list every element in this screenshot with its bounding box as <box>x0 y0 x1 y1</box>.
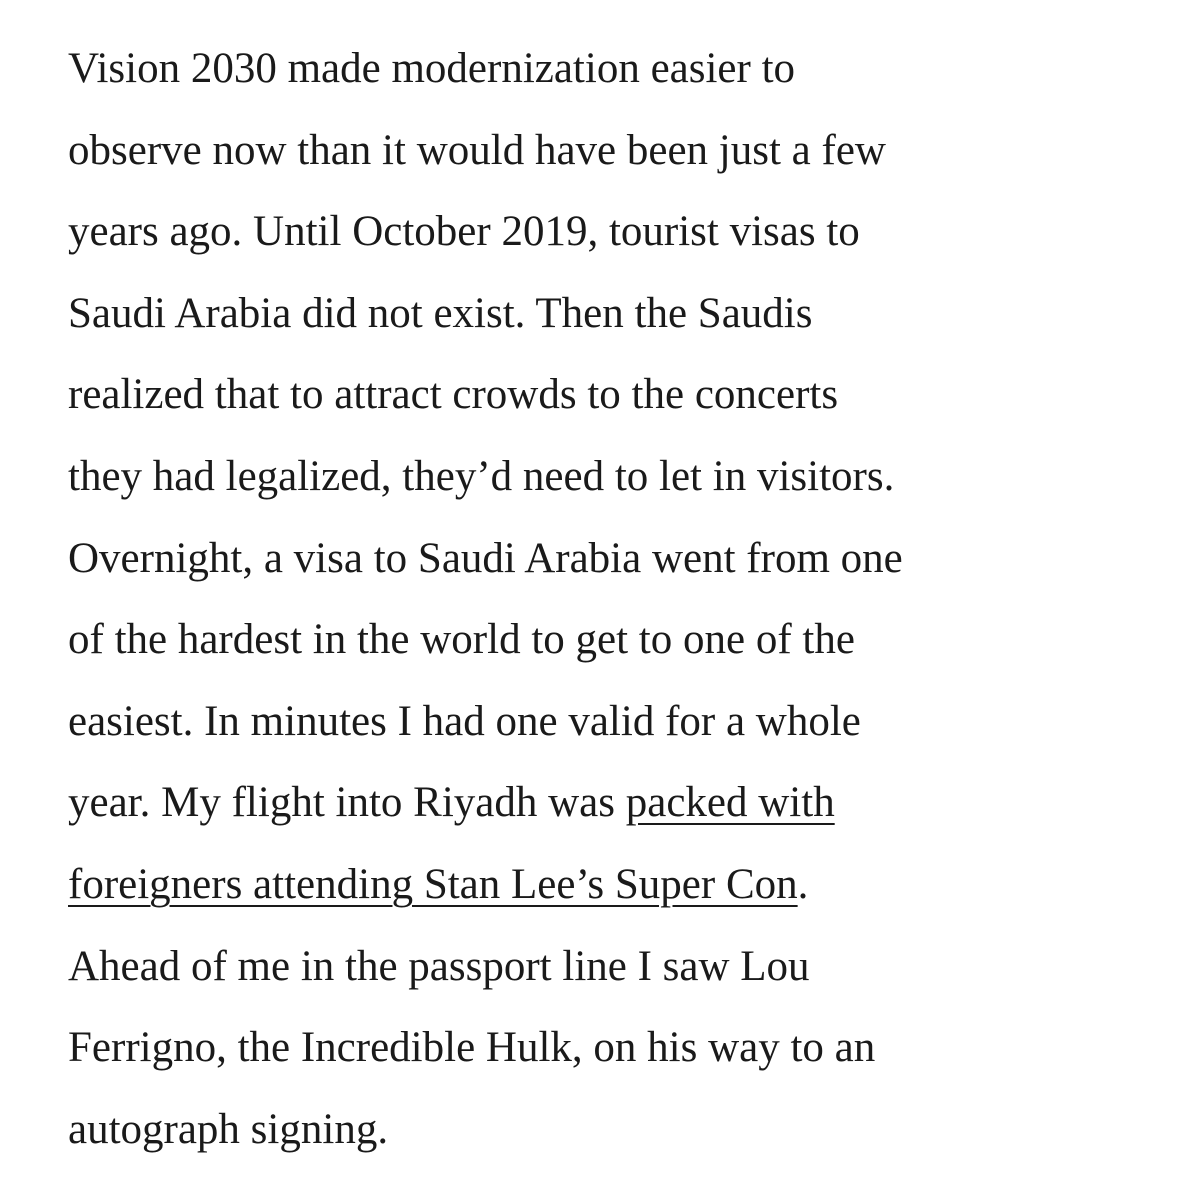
paragraph-line: of the hardest in the world to get to one of the <box>68 616 855 664</box>
line-text: . <box>797 860 809 908</box>
paragraph-line: realized that to attract crowds to the concerts <box>68 371 839 419</box>
paragraph-line: Overnight, a visa to Saudi Arabia went from one <box>68 534 903 582</box>
paragraph-line: they had legalized, they’d need to let in visitors. <box>68 452 895 500</box>
super-con-link[interactable]: packed with <box>625 779 835 827</box>
paragraph-line: Ferrigno, the Incredible Hulk, on his way to an <box>68 1024 876 1072</box>
paragraph-line: Saudi Arabia did not exist. Then the Saudis <box>68 289 813 337</box>
paragraph-line: easiest. In minutes I had one valid for a whole <box>68 697 861 745</box>
paragraph-line: Vision 2030 made modernization easier to <box>68 45 796 92</box>
article-body <box>68 28 1168 1170</box>
paragraph-line: Ahead of me in the passport line I saw Lou <box>68 942 810 990</box>
paragraph-line <box>68 762 1168 844</box>
paragraph-line: years ago. Until October 2019, tourist visas to <box>68 208 860 256</box>
super-con-link-continued[interactable]: foreigners attending Stan Lee’s Super Con <box>68 860 798 908</box>
line-text: year. My flight into Riyadh was <box>68 779 626 827</box>
paragraph-line <box>68 844 1168 926</box>
paragraph-line: autograph signing. <box>68 1105 389 1153</box>
paragraph-line: observe now than it would have been just a few <box>68 126 886 174</box>
